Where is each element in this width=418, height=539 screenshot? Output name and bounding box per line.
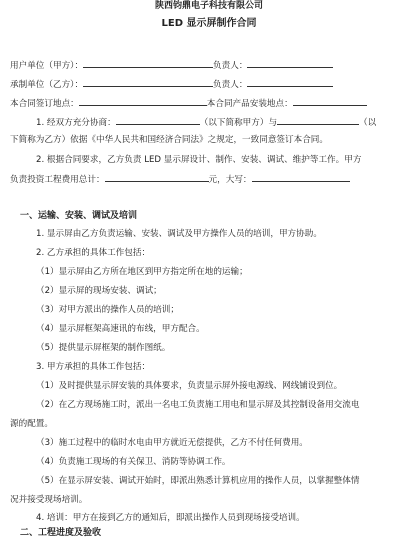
preamble-2-line1: 2. 根据合同要求，乙方负责 LED 显示屏设计、制作、安装、调试、维护等工作。甲方 bbox=[36, 155, 362, 165]
party-b-label: 承制单位（乙方）： bbox=[10, 80, 84, 90]
party-a-rep-label: 负责人： bbox=[213, 61, 248, 71]
install-place-label: 本合同产品安装地点： bbox=[206, 99, 293, 109]
preamble-2-text-c: 元，大写： bbox=[208, 175, 252, 185]
party-b-rep-field[interactable] bbox=[247, 77, 333, 87]
party-a-label: 用户单位（甲方）： bbox=[10, 61, 84, 71]
contract-title: LED 显示屏制作合同 bbox=[161, 18, 257, 29]
section-1-heading: 一、运输、安装、调试及培训 bbox=[20, 211, 138, 221]
party-a-field[interactable] bbox=[83, 58, 213, 68]
item-3-sub-5-line2: 况并接受现场培训。 bbox=[10, 495, 88, 505]
item-3-sub-2-line2: 源的配置。 bbox=[10, 419, 53, 429]
sign-place-field[interactable] bbox=[79, 96, 207, 106]
preamble-1-text-a: 1. 经双方充分协商： bbox=[36, 118, 116, 128]
item-2-sub-3: （3）对甲方派出的操作人员的培训； bbox=[36, 305, 179, 315]
item-2-sub-5: （5）提供显示屏框架的制作图纸。 bbox=[36, 343, 171, 353]
preamble-1-field-b[interactable] bbox=[277, 115, 359, 125]
party-a-rep-field[interactable] bbox=[247, 58, 333, 68]
party-b-row bbox=[10, 77, 333, 91]
preamble-2-line2 bbox=[10, 172, 350, 186]
section-1-item-3: 3. 甲方承担的具体工作包括： bbox=[36, 362, 151, 372]
item-2-sub-2: （2）显示屏的现场安装、调试； bbox=[36, 286, 162, 296]
item-3-sub-3: （3）施工过程中的临时水电由甲方就近无偿提供，乙方不付任何费用。 bbox=[36, 438, 308, 448]
item-3-sub-5-line1: （5）在显示屏安装、调试开始时，即派出熟悉计算机应用的操作人员，以掌握整体情 bbox=[36, 476, 360, 486]
item-2-sub-1: （1）显示屏由乙方所在地区到甲方指定所在地的运输； bbox=[36, 267, 248, 277]
party-a-row bbox=[10, 58, 333, 72]
party-b-field[interactable] bbox=[83, 77, 213, 87]
item-3-sub-4: （4）负责施工现场的有关保卫、消防等协调工作。 bbox=[36, 457, 231, 467]
place-row bbox=[10, 96, 367, 110]
preamble-1-line1 bbox=[36, 115, 376, 129]
preamble-1-field-a[interactable] bbox=[116, 115, 200, 125]
amount-in-words-field[interactable] bbox=[252, 172, 350, 182]
total-amount-field[interactable] bbox=[105, 172, 209, 182]
section-1-item-4: 4. 培训：甲方在接到乙方的通知后，即派出操作人员到现场接受培训。 bbox=[36, 513, 305, 523]
company-name: 陕西钧鼎电子科技有限公司 bbox=[154, 1, 263, 11]
install-place-field[interactable] bbox=[293, 96, 367, 106]
sign-place-label: 本合同签订地点： bbox=[10, 99, 79, 109]
item-3-sub-2-line1: （2）在乙方现场施工时，派出一名电工负责施工用电和显示屏及其控制设备用交流电 bbox=[36, 400, 360, 410]
item-2-sub-4: （4）显示屏框架高速讯的布线，甲方配合。 bbox=[36, 324, 205, 334]
section-1-item-2: 2. 乙方承担的具体工作包括： bbox=[36, 248, 151, 258]
section-2-heading: 二、工程进度及验收 bbox=[20, 528, 102, 538]
party-b-rep-label: 负责人： bbox=[213, 80, 248, 90]
section-1-item-1: 1. 显示屏由乙方负责运输、安装、调试及甲方操作人员的培训，甲方协助。 bbox=[36, 229, 322, 239]
preamble-2-text-b: 负责投资工程费用总计： bbox=[10, 175, 105, 185]
preamble-1-line2: 下简称为乙方）依据《中华人民共和国经济合同法》之规定，一致同意签订本合同。 bbox=[10, 135, 328, 145]
item-3-sub-1: （1）及时提供显示屏安装的具体要求，负责显示屏外接电源线、网线铺设到位。 bbox=[36, 381, 343, 391]
preamble-1-text-b: （以下简称甲方）与 bbox=[199, 118, 278, 128]
preamble-1-text-c: （以 bbox=[359, 118, 377, 128]
